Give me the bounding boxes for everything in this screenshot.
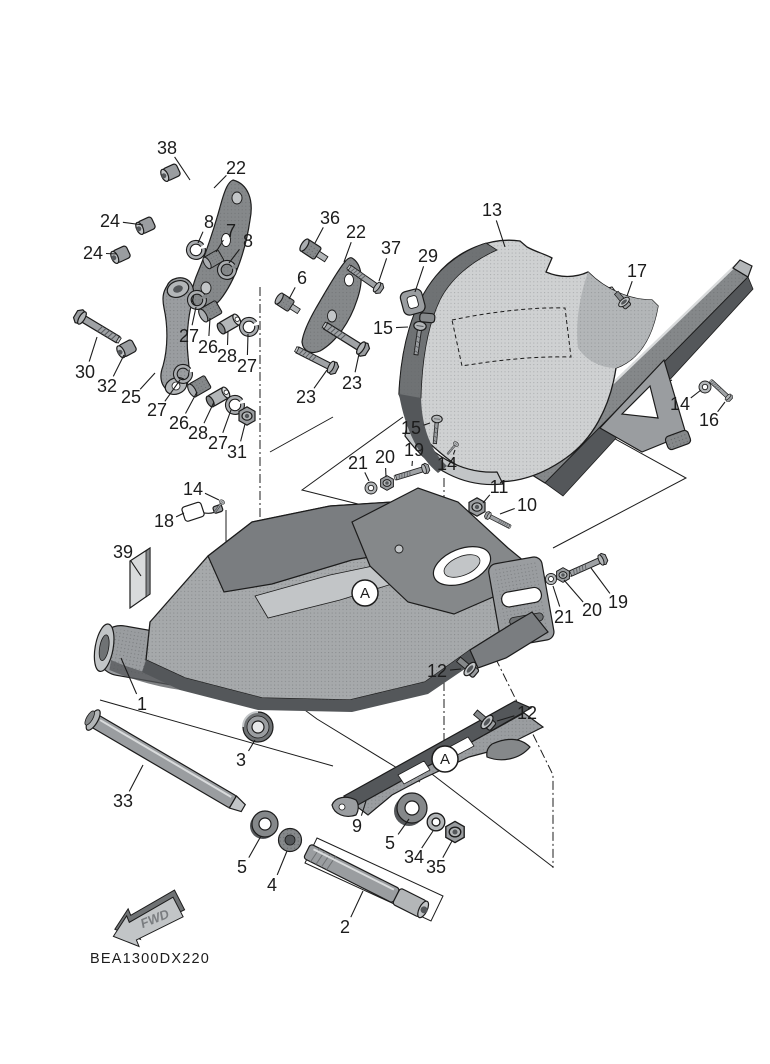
callout-22-8: 22 <box>345 222 367 242</box>
callout-leader-33-48 <box>129 765 143 791</box>
callout-4-54: 4 <box>266 875 278 895</box>
callout-leader-17-12 <box>627 281 632 296</box>
callout-26-16: 26 <box>197 337 219 357</box>
callout-28-17: 28 <box>216 346 238 366</box>
callout-24-2: 24 <box>99 211 121 231</box>
diagram-code: BEA1300DX220 <box>90 951 211 967</box>
part-bolt-16 <box>707 377 733 402</box>
callout-16-25: 16 <box>698 410 720 430</box>
part-washer-34 <box>427 813 445 831</box>
callout-25-21: 25 <box>120 387 142 407</box>
part-nut-24b <box>109 245 131 265</box>
callout-38-0: 38 <box>156 138 178 158</box>
part-bolt-36 <box>298 238 330 266</box>
callout-10-37: 10 <box>516 495 538 515</box>
callout-21-33: 21 <box>347 453 369 473</box>
callout-leader-18-39 <box>176 513 184 517</box>
fwd-label: FWD <box>138 906 172 932</box>
part-nut-11 <box>469 498 485 516</box>
part-bolt-19b <box>566 552 609 580</box>
callout-leader-14-24 <box>691 390 701 398</box>
callout-36-6: 36 <box>319 208 341 228</box>
callout-19-35: 19 <box>403 440 425 460</box>
part-washer-14a <box>699 381 711 393</box>
callout-7-4: 7 <box>225 221 237 241</box>
part-nut-20b <box>557 568 570 583</box>
part-washer-8a <box>188 242 203 257</box>
callout-leader-32-20 <box>113 355 124 376</box>
callout-leader-29-10 <box>415 266 424 292</box>
callout-leader-27-18 <box>247 334 248 355</box>
callout-35-52: 35 <box>425 857 447 877</box>
callout-21-41: 21 <box>553 607 575 627</box>
callout-23-22: 23 <box>341 373 363 393</box>
part-ring-27b <box>241 319 256 334</box>
callout-5-50: 5 <box>384 833 396 853</box>
callout-1-46: 1 <box>136 694 148 714</box>
part-nut-31 <box>239 407 255 425</box>
callout-33-48: 33 <box>112 791 134 811</box>
reference-letter: A <box>359 585 371 602</box>
callout-leader-10-37 <box>500 509 515 515</box>
part-collar-28a <box>216 313 243 335</box>
callout-leader-4-54 <box>277 851 287 875</box>
callout-14-38: 14 <box>182 479 204 499</box>
callout-32-20: 32 <box>96 376 118 396</box>
callout-29-10: 29 <box>417 246 439 266</box>
callout-leader-22-1 <box>214 175 226 188</box>
callout-leader-15-14 <box>396 327 408 328</box>
callout-leader-23-22 <box>355 354 359 372</box>
part-washer-21a <box>365 482 377 494</box>
callout-37-9: 37 <box>380 238 402 258</box>
callout-27-26: 27 <box>146 400 168 420</box>
callout-9-49: 9 <box>351 816 363 836</box>
callout-leader-35-52 <box>443 841 452 858</box>
callout-leader-25-21 <box>140 373 155 389</box>
callout-leader-30-19 <box>89 337 97 362</box>
callout-2-55: 2 <box>339 917 351 937</box>
callout-20-34: 20 <box>374 447 396 467</box>
callout-27-15: 27 <box>178 326 200 346</box>
fwd-direction-arrow <box>106 889 191 954</box>
diagram-parts <box>72 163 753 919</box>
callout-leader-2-55 <box>351 891 363 917</box>
callout-31-30: 31 <box>226 442 248 462</box>
callout-20-42: 20 <box>581 600 603 620</box>
callout-6-13: 6 <box>296 268 308 288</box>
reference-letter: A <box>439 751 451 768</box>
callout-leader-37-9 <box>379 258 387 281</box>
callout-27-18: 27 <box>236 356 258 376</box>
callout-leader-23-23 <box>314 370 327 388</box>
reference-marker-a-1 <box>432 746 458 772</box>
part-pivot-shaft <box>81 707 249 818</box>
callout-14-24: 14 <box>669 394 691 414</box>
callout-leader-24-7 <box>106 254 117 255</box>
part-nut-38 <box>159 163 181 183</box>
callout-3-47: 3 <box>235 750 247 770</box>
callout-27-29: 27 <box>207 433 229 453</box>
callout-8-3: 8 <box>203 212 215 232</box>
callout-8-5: 8 <box>242 231 254 251</box>
callout-24-7: 24 <box>82 243 104 263</box>
part-nut-20a <box>381 476 394 491</box>
callout-22-1: 22 <box>225 158 247 178</box>
callout-leader-19-43 <box>591 568 610 593</box>
callout-12-45: 12 <box>516 703 538 723</box>
callout-18-39: 18 <box>153 511 175 531</box>
callout-30-19: 30 <box>74 362 96 382</box>
callout-leader-21-41 <box>553 586 560 607</box>
callout-34-51: 34 <box>403 847 425 867</box>
callout-leader-14-38 <box>205 493 219 500</box>
part-washer-5-left <box>250 811 278 839</box>
part-bolt-30 <box>72 308 124 347</box>
part-rear-fender <box>399 240 658 484</box>
callout-leader-3-47 <box>249 740 256 751</box>
callout-11-36: 11 <box>489 477 509 497</box>
reference-marker-a-0 <box>352 580 378 606</box>
callout-leader-27-29 <box>223 410 231 433</box>
callout-12-44: 12 <box>426 661 448 681</box>
callout-leader-34-51 <box>422 831 433 848</box>
callout-leader-28-17 <box>228 331 229 345</box>
callout-13-11: 13 <box>481 200 503 220</box>
callout-leader-6-13 <box>289 287 295 299</box>
callout-23-23: 23 <box>295 387 317 407</box>
part-nut-35 <box>446 821 464 842</box>
callout-26-27: 26 <box>168 413 190 433</box>
callout-leader-27-15 <box>192 307 196 325</box>
callout-leader-36-6 <box>315 227 323 243</box>
callout-14-32: 14 <box>436 454 458 474</box>
callout-28-28: 28 <box>187 423 209 443</box>
part-nut-24a <box>134 216 156 236</box>
callout-5-53: 5 <box>236 857 248 877</box>
callout-leader-31-30 <box>241 424 245 441</box>
callout-39-40: 39 <box>112 542 134 562</box>
leader-upper-1 <box>270 417 333 452</box>
part-washer-21b <box>545 573 556 584</box>
callout-19-43: 19 <box>607 592 629 612</box>
part-bolt-10 <box>483 510 512 530</box>
callout-leader-5-53 <box>249 836 261 858</box>
part-bushing-3 <box>243 712 273 742</box>
callout-leader-20-42 <box>564 580 583 602</box>
callout-15-14: 15 <box>372 318 394 338</box>
part-bearing-4 <box>279 829 302 852</box>
callout-17-12: 17 <box>626 261 648 281</box>
part-washer-5-right <box>394 793 427 826</box>
part-bolt-6 <box>274 292 303 317</box>
callout-15-31: 15 <box>400 418 422 438</box>
callout-leader-21-33 <box>365 472 369 481</box>
